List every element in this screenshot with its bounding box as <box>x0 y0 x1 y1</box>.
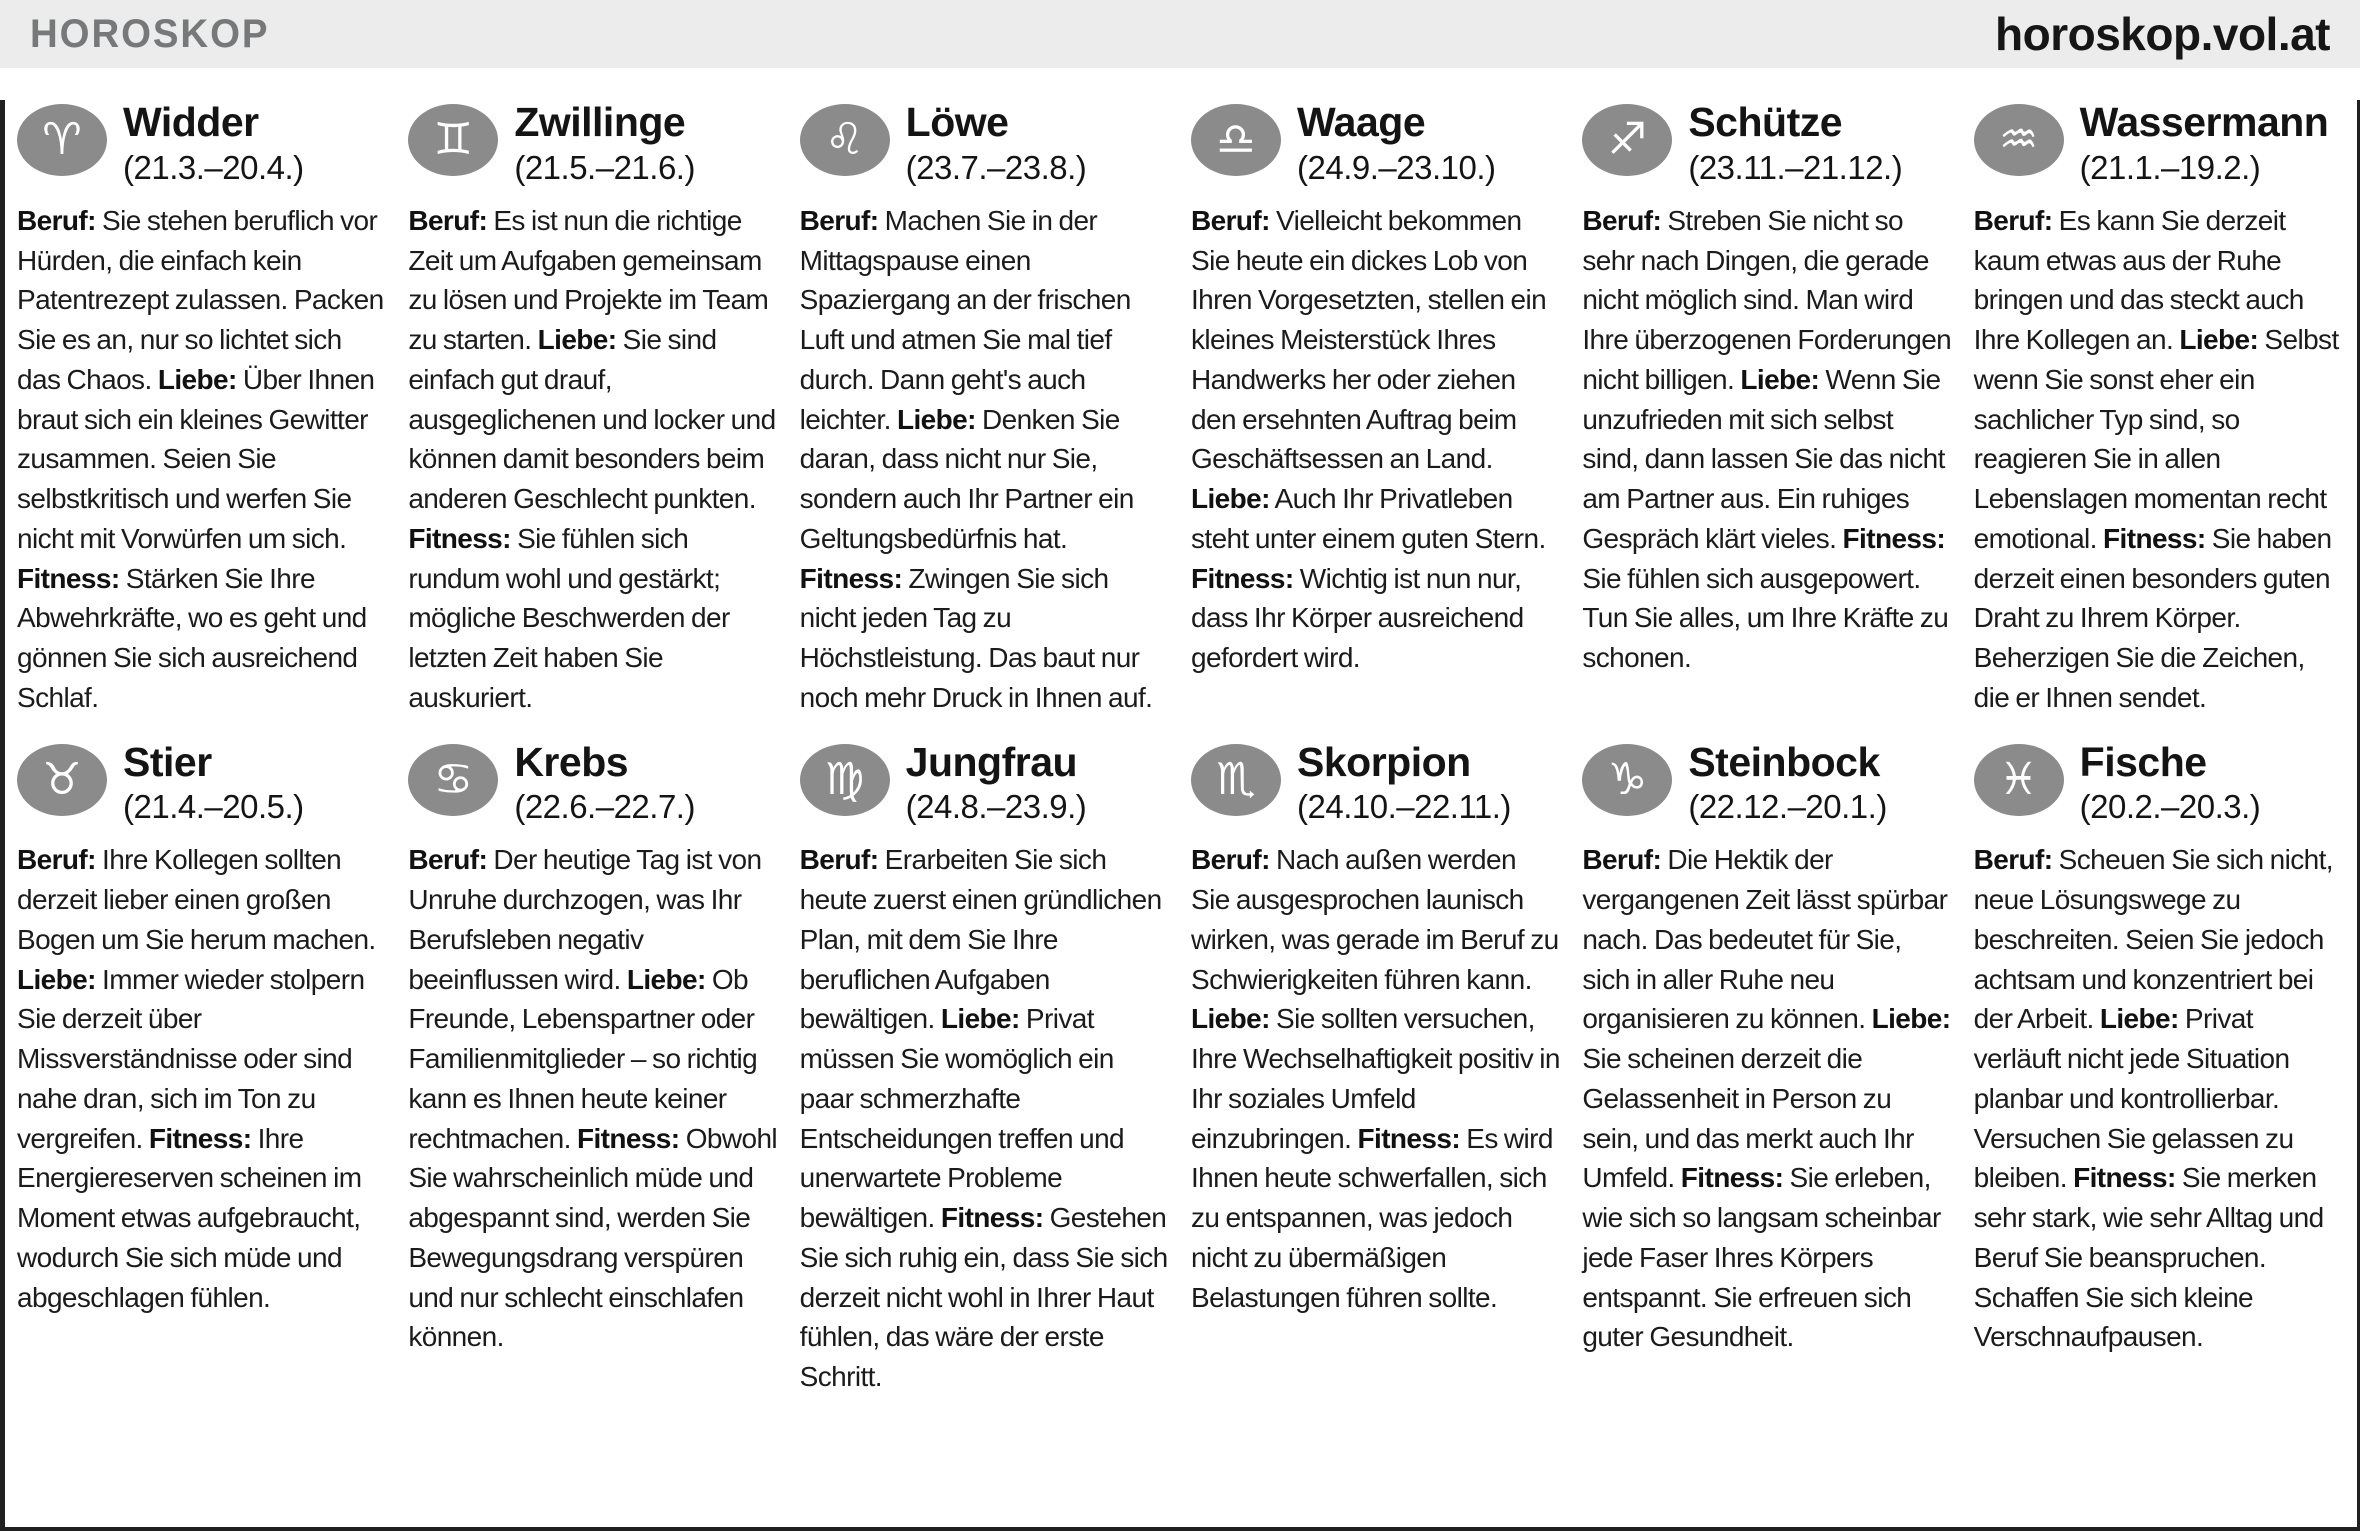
zodiac-card-header <box>1582 738 1951 827</box>
libra-scales-icon <box>1191 104 1281 176</box>
zodiac-card-titles <box>123 738 304 827</box>
zodiac-card-titles <box>1297 738 1511 827</box>
zodiac-card-titles <box>1688 99 1903 187</box>
sign-name: Zwillinge <box>514 99 686 145</box>
sign-name: Skorpion <box>1297 738 1471 785</box>
section-label: Fitness: <box>2103 522 2206 554</box>
section-label: Liebe: <box>1191 1003 1270 1035</box>
sign-text: Beruf: Der heutige Tag ist von Unruhe durchzogen, was Ihr Berufsleben negativ beeinflussen wird. Liebe: Ob Freunde, Lebenspartner oder Familienmitglieder – so richtig kann es Ihnen heute keiner rechtmachen. Fitness: Obwohl Sie wahrscheinlich müde und abgespannt sind, werden Sie Bewegungsdrang verspüren und nur schlecht einschlafen können. <box>408 844 778 1353</box>
section-label: Fitness: <box>1680 1162 1784 1194</box>
zodiac-glyph: ♒ <box>1998 114 2039 165</box>
sign-name: Waage <box>1297 99 1426 145</box>
section-label: Beruf: <box>1582 844 1662 876</box>
section-label: Fitness: <box>1191 562 1294 594</box>
section-label: Liebe: <box>537 324 617 356</box>
sign-text: Beruf: Streben Sie nicht so sehr nach Dingen, die gerade nicht möglich sind. Man wird Ihre überzogenen Forderungen nicht billigen. Liebe: Wenn Sie unzufrieden mit sich selbst sind, dann lassen Sie das nicht am Partner aus. Ein ruhiges Gespräch klärt vieles. Fitness: Sie fühlen sich ausgepowert. Tun Sie alles, um Ihre Kräfte zu schonen. <box>1582 204 1952 674</box>
sign-name: Schütze <box>1688 99 1843 145</box>
section-label: Fitness: <box>408 522 511 554</box>
sign-text: Beruf: Es kann Sie derzeit kaum etwas aus der Ruhe bringen und das steckt auch Ihre Kollegen an. Liebe: Selbst wenn Sie sonst eher ein sachlicher Typ sind, so reagieren Sie in allen Lebenslagen momentan recht emotional. Fitness: Sie haben derzeit einen besonders guten Draht zu Ihrem Körper. Beherzigen Sie die Zeichen, die er Ihnen sendet. <box>1973 204 2339 713</box>
page-title: HOROSKOP <box>30 11 270 56</box>
sagittarius-bow-icon <box>1582 104 1672 176</box>
sign-dates: (24.10.–22.11.) <box>1297 788 1511 826</box>
zodiac-card-header <box>408 738 777 827</box>
section-label: Fitness: <box>17 562 120 594</box>
aries-ram-icon <box>17 104 107 176</box>
site-url-label: horoskop.vol.at <box>1995 8 2330 60</box>
section-label: Beruf: <box>799 204 879 236</box>
sign-dates: (21.3.–20.4.) <box>123 148 304 186</box>
aquarius-waterjug-icon <box>1974 104 2064 176</box>
zodiac-card-header <box>1974 99 2343 187</box>
sign-dates: (21.5.–21.6.) <box>514 148 695 186</box>
section-label: Beruf: <box>1973 844 2053 876</box>
zodiac-glyph: ♉ <box>42 753 82 805</box>
section-label: Beruf: <box>17 204 96 236</box>
sign-text: Beruf: Erarbeiten Sie sich heute zuerst einen gründlichen Plan, mit dem Sie Ihre beruflichen Aufgaben bewältigen. Liebe: Privat müssen Sie womöglich ein paar schmerzhafte Entscheidungen treffen und unerwartete Probleme bewältigen. Fitness: Gestehen Sie sich ruhig ein, dass Sie sich derzeit nicht wohl in Ihrer Haut fühlen, das wäre der erste Schritt. <box>799 844 1168 1393</box>
zodiac-card-header <box>17 99 386 187</box>
section-label: Fitness: <box>940 1202 1044 1234</box>
zodiac-card-titles <box>2079 738 2261 827</box>
leo-lion-icon <box>800 104 890 176</box>
content-frame <box>0 100 2360 1531</box>
sign-name: Wassermann <box>2079 99 2329 145</box>
zodiac-card-skorpion <box>1191 738 1560 1397</box>
zodiac-card-titles <box>1688 738 1887 827</box>
section-label: Fitness: <box>799 562 903 594</box>
sign-dates: (22.6.–22.7.) <box>514 788 695 826</box>
section-label: Liebe: <box>1191 483 1270 515</box>
zodiac-glyph: ♋ <box>433 753 474 805</box>
zodiac-card-header <box>1974 738 2343 827</box>
zodiac-glyph: ♑ <box>1607 753 1648 805</box>
zodiac-card-titles <box>905 738 1087 827</box>
zodiac-card-titles <box>2079 99 2329 187</box>
sign-name: Krebs <box>514 738 629 785</box>
sign-dates: (23.7.–23.8.) <box>905 148 1087 186</box>
zodiac-glyph: ♏ <box>1216 753 1256 805</box>
zodiac-glyph: ♎ <box>1216 114 1256 165</box>
sign-dates: (20.2.–20.3.) <box>2079 788 2261 826</box>
zodiac-card-waage <box>1191 99 1560 718</box>
zodiac-card-header <box>800 99 1169 187</box>
masthead <box>0 0 2360 68</box>
zodiac-card-widder <box>17 99 386 718</box>
sign-dates: (23.11.–21.12.) <box>1688 148 1903 186</box>
section-label: Beruf: <box>1191 844 1270 876</box>
zodiac-card-header <box>1191 738 1560 827</box>
section-label: Beruf: <box>408 204 488 236</box>
section-label: Fitness: <box>1357 1122 1461 1154</box>
section-label: Beruf: <box>1582 204 1662 236</box>
sign-name: Jungfrau <box>905 738 1078 785</box>
sign-dates: (24.8.–23.9.) <box>905 788 1087 826</box>
zodiac-card-zwillinge <box>408 99 777 718</box>
zodiac-card-jungfrau <box>799 738 1169 1397</box>
zodiac-card-header <box>408 99 777 187</box>
section-label: Beruf: <box>17 844 96 876</box>
zodiac-glyph: ♍ <box>824 753 865 805</box>
zodiac-card-löwe <box>799 99 1169 718</box>
section-label: Beruf: <box>408 844 488 876</box>
sign-text: Beruf: Sie stehen beruflich vor Hürden, die einfach kein Patentrezept zulassen. Packen Sie es an, nur so lichtet sich das Chaos. Liebe: Über Ihnen braut sich ein kleines Gewitter zusammen. Seien Sie selbstkritisch und werfen Sie nicht mit Vorwürfen um sich. Fitness: Stärken Sie Ihre Abwehrkräfte, wo es geht und gönnen Sie sich ausreichend Schlaf. <box>17 204 384 713</box>
zodiac-glyph: ♈ <box>42 114 82 165</box>
section-label: Liebe: <box>2099 1003 2179 1035</box>
section-label: Liebe: <box>157 363 237 395</box>
section-label: Liebe: <box>1871 1003 1951 1035</box>
zodiac-glyph: ♌ <box>824 114 865 165</box>
section-label: Liebe: <box>896 403 976 435</box>
sign-text: Beruf: Ihre Kollegen sollten derzeit lieber einen großen Bogen um Sie herum machen. Liebe: Immer wieder stolpern Sie derzeit über Missverständnisse oder sind nahe dran, sich im Ton zu vergreifen. Fitness: Ihre Energiereserven scheinen im Moment etwas aufgebraucht, wodurch Sie sich müde und abgeschlagen fühlen. <box>17 844 376 1313</box>
sign-dates: (24.9.–23.10.) <box>1297 148 1496 186</box>
cancer-crab-icon <box>408 744 498 816</box>
sign-text: Beruf: Die Hektik der vergangenen Zeit lässt spürbar nach. Das bedeutet für Sie, sich in aller Ruhe neu organisieren zu können. Liebe: Sie scheinen derzeit die Gelassenheit in Person zu sein, und das merkt auch Ihr Umfeld. Fitness: Sie erleben, wie sich so langsam scheinbar jede Faser Ihres Körpers entspannt. Sie erfreuen sich guter Gesundheit. <box>1582 844 1951 1353</box>
section-label: Beruf: <box>1191 204 1270 236</box>
sign-text: Beruf: Machen Sie in der Mittagspause einen Spaziergang an der frischen Luft und atmen Sie mal tief durch. Dann geht's auch leichter. Liebe: Denken Sie daran, dass nicht nur Sie, sondern auch Ihr Partner ein Geltungsbedürfnis hat. Fitness: Zwingen Sie sich nicht jeden Tag zu Höchstleistung. Das baut nur noch mehr Druck in Ihnen auf. <box>799 204 1153 713</box>
sign-name: Löwe <box>905 99 1009 145</box>
section-label: Liebe: <box>626 963 706 995</box>
zodiac-card-header <box>1191 99 1560 187</box>
section-label: Fitness: <box>148 1122 252 1154</box>
zodiac-glyph: ♐ <box>1607 114 1648 165</box>
sign-name: Fische <box>2079 738 2207 785</box>
section-label: Liebe: <box>940 1003 1020 1035</box>
zodiac-card-titles <box>905 99 1087 187</box>
sign-text: Beruf: Es ist nun die richtige Zeit um Aufgaben gemeinsam zu lösen und Projekte im Team zu starten. Liebe: Sie sind einfach gut drauf, ausgeglichenen und locker und können damit besonders beim anderen Geschlecht punkten. Fitness: Sie fühlen sich rundum wohl und gestärkt; mögliche Beschwerden der letzten Zeit haben Sie auskuriert. <box>408 204 776 713</box>
sign-dates: (22.12.–20.1.) <box>1688 788 1887 826</box>
zodiac-card-header <box>17 738 386 827</box>
zodiac-card-titles <box>514 738 695 827</box>
section-label: Fitness: <box>1842 522 1946 554</box>
taurus-bull-icon <box>17 744 107 816</box>
zodiac-card-steinbock <box>1582 738 1951 1397</box>
zodiac-card-fische <box>1973 738 2343 1397</box>
section-label: Fitness: <box>2073 1162 2176 1194</box>
sign-name: Widder <box>123 99 259 145</box>
section-label: Liebe: <box>17 963 96 995</box>
sign-text: Beruf: Nach außen werden Sie ausgesprochen launisch wirken, was gerade im Beruf zu Schwierigkeiten führen kann. Liebe: Sie sollten versuchen, Ihre Wechselhaftigkeit positiv in Ihr soziales Umfeld einzubringen. Fitness: Es wird Ihnen heute schwerfallen, sich zu entspannen, was jedoch nicht zu übermäßigen Belastungen führen sollte. <box>1191 844 1560 1313</box>
pisces-fishes-icon <box>1974 744 2064 816</box>
zodiac-card-header <box>800 738 1169 827</box>
zodiac-card-krebs <box>408 738 778 1397</box>
section-label: Beruf: <box>1973 204 2053 236</box>
section-label: Liebe: <box>1740 363 1820 395</box>
sign-name: Stier <box>123 738 212 785</box>
zodiac-card-titles <box>1297 99 1496 187</box>
scorpio-scorpion-icon <box>1191 744 1281 816</box>
sign-text: Beruf: Scheuen Sie sich nicht, neue Lösungswege zu beschreiten. Seien Sie jedoch achtsam und konzentriert bei der Arbeit. Liebe: Privat verläuft nicht jede Situation planbar und kontrollierbar. Versuchen Sie gelassen zu bleiben. Fitness: Sie merken sehr stark, wie sehr Alltag und Beruf Sie beanspruchen. Schaffen Sie sich kleine Verschnaufpausen. <box>1973 844 2333 1353</box>
gemini-twins-icon <box>408 104 498 176</box>
zodiac-card-wassermann <box>1973 99 2343 718</box>
sign-dates: (21.4.–20.5.) <box>123 788 304 826</box>
virgo-maiden-icon <box>800 744 890 816</box>
sign-text: Beruf: Vielleicht bekommen Sie heute ein dickes Lob von Ihren Vorgesetzten, stellen ein kleines Meisterstück Ihres Handwerks her oder ziehen den ersehnten Auftrag beim Geschäftsessen an Land. Liebe: Auch Ihr Privatleben steht unter einem guten Stern. Fitness: Wichtig ist nun nur, dass Ihr Körper ausreichend gefordert wird. <box>1191 204 1547 674</box>
zodiac-card-header <box>1582 99 1951 187</box>
capricorn-goat-icon <box>1582 744 1672 816</box>
section-label: Fitness: <box>576 1122 680 1154</box>
zodiac-glyph: ♊ <box>433 114 474 165</box>
sign-dates: (21.1.–19.2.) <box>2079 148 2261 186</box>
zodiac-glyph: ♓ <box>1998 753 2039 805</box>
section-label: Beruf: <box>799 844 879 876</box>
zodiac-card-titles <box>123 99 304 187</box>
zodiac-card-titles <box>514 99 695 187</box>
zodiac-grid <box>5 100 2357 1403</box>
zodiac-card-stier <box>17 738 386 1397</box>
section-label: Liebe: <box>2179 324 2259 356</box>
sign-name: Steinbock <box>1688 738 1880 785</box>
zodiac-card-schütze <box>1582 99 1952 718</box>
